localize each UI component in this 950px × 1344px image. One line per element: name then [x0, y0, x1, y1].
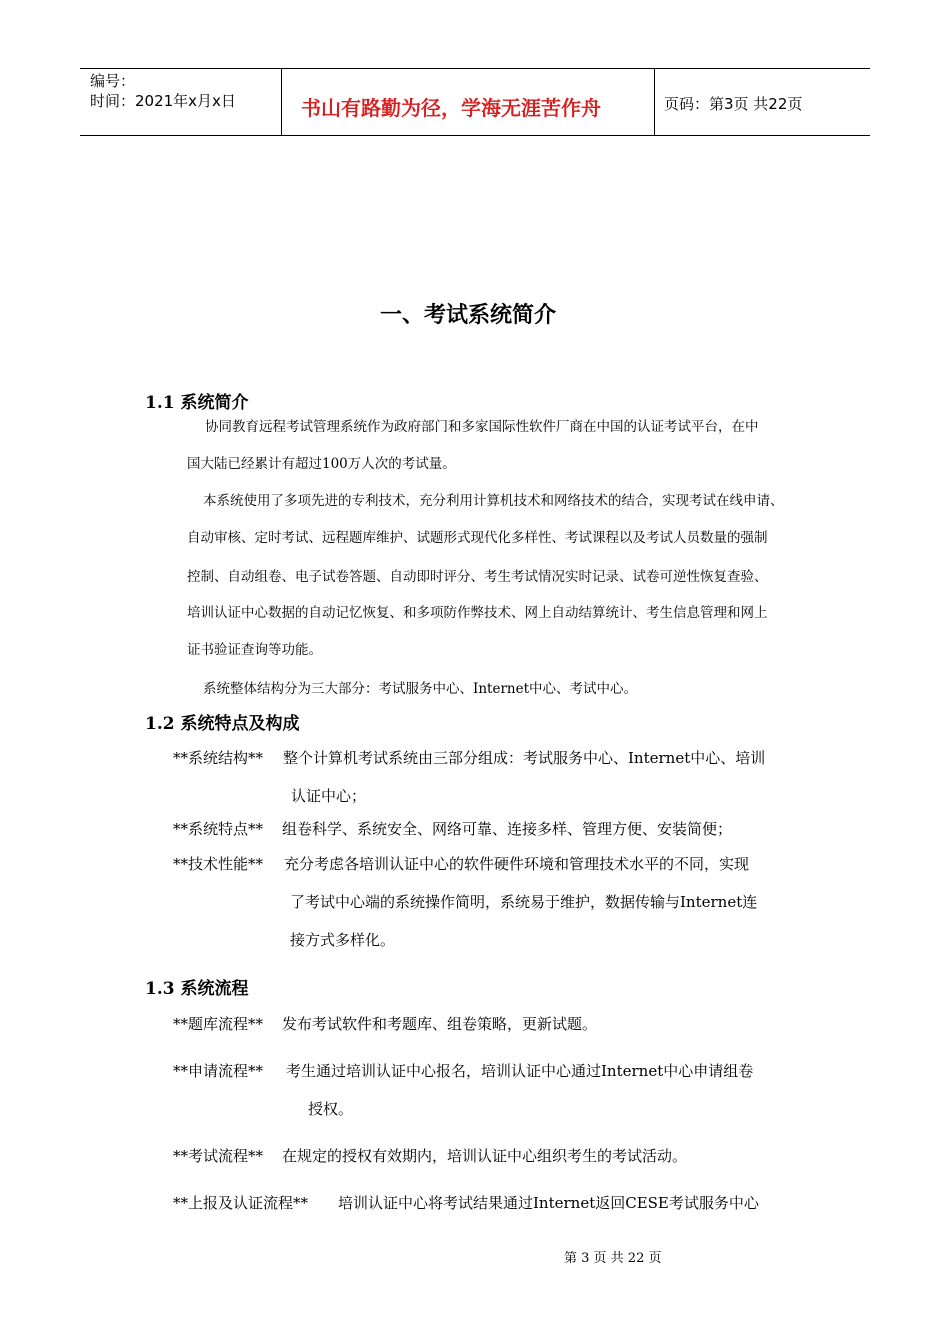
flow-text: 发布考试软件和考题库、组卷策略，更新试题。: [282, 1015, 598, 1033]
header-rule-bottom: [80, 135, 870, 136]
flow-text: 授权。: [308, 1100, 354, 1118]
feature-text: 整个计算机考试系统由三部分组成：考试服务中心、Internet中心、培训: [283, 749, 766, 767]
flow-text: 培训认证中心将考试结果通过Internet返回CESE考试服务中心: [338, 1194, 759, 1212]
paragraph-line: 本系统使用了多项先进的专利技术，充分利用计算机技术和网络技术的结合，实现考试在线申请、: [203, 493, 784, 509]
header-rule-top: [80, 68, 870, 69]
page-footer: 第 3 页 共 22 页: [564, 1251, 662, 1266]
feature-label-performance: **技术性能**: [173, 855, 264, 873]
header-time-label: 时间：2021年x月x日: [90, 92, 236, 110]
feature-text: 充分考虑各培训认证中心的软件硬件环境和管理技术水平的不同，实现: [284, 855, 750, 873]
feature-text: 认证中心；: [291, 787, 367, 805]
header-motto: 书山有路勤为径，学海无涯苦作舟: [301, 96, 601, 120]
paragraph-line: 培训认证中心数据的自动记忆恢复、和多项防作弊技术、网上自动结算统计、考生信息管理和网上: [187, 605, 768, 621]
paragraph-line: 自动审核、定时考试、远程题库维护、试题形式现代化多样性、考试课程以及考试人员数量的强制: [187, 530, 768, 546]
section-heading-1-3: 1.3 系统流程: [145, 979, 249, 999]
flow-text: 考生通过培训认证中心报名，培训认证中心通过Internet中心申请组卷: [286, 1062, 754, 1080]
header-page-label: 页码：第3页 共22页: [664, 95, 803, 113]
feature-text: 接方式多样化。: [290, 931, 396, 949]
paragraph-line: 证书验证查询等功能。: [187, 642, 322, 658]
paragraph-line: 协同教育远程考试管理系统作为政府部门和多家国际性软件厂商在中国的认证考试平台，在中: [205, 419, 759, 435]
section-heading-1-2: 1.2 系统特点及构成: [145, 714, 300, 734]
feature-label-characteristics: **系统特点**: [173, 820, 264, 838]
flow-label-report: **上报及认证流程**: [173, 1194, 309, 1212]
paragraph-line: 系统整体结构分为三大部分：考试服务中心、Internet中心、考试中心。: [203, 681, 638, 697]
feature-label-structure: **系统结构**: [173, 749, 264, 767]
feature-text: 了考试中心端的系统操作简明，系统易于维护，数据传输与Internet连: [290, 893, 758, 911]
header-number-label: 编号：: [90, 72, 136, 90]
header-divider-left: [281, 68, 282, 136]
header-divider-right: [654, 68, 655, 136]
flow-label-question-bank: **题库流程**: [173, 1015, 264, 1033]
page-title: 一、考试系统简介: [380, 303, 557, 328]
flow-label-application: **申请流程**: [173, 1062, 264, 1080]
paragraph-line: 控制、自动组卷、电子试卷答题、自动即时评分、考生考试情况实时记录、试卷可逆性恢复查验、: [187, 569, 768, 585]
flow-label-exam: **考试流程**: [173, 1147, 264, 1165]
paragraph-line: 国大陆已经累计有超过100万人次的考试量。: [187, 456, 456, 472]
section-heading-1-1: 1.1 系统简介: [145, 393, 249, 413]
flow-text: 在规定的授权有效期内，培训认证中心组织考生的考试活动。: [282, 1147, 688, 1165]
feature-text: 组卷科学、系统安全、网络可靠、连接多样、管理方便、安装简便；: [282, 820, 733, 838]
